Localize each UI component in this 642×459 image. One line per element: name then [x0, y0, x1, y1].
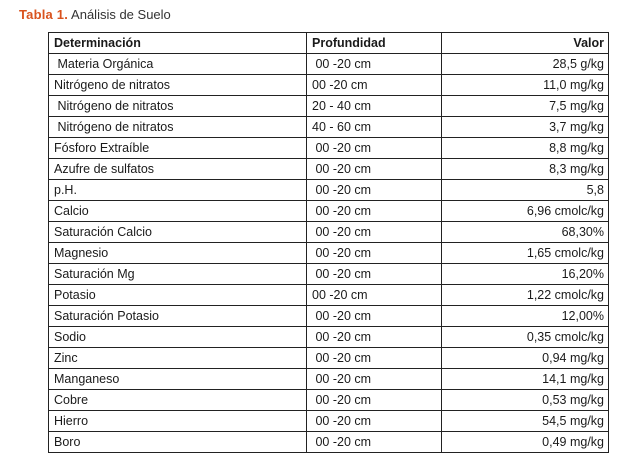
cell-valor: 0,49 mg/kg: [442, 432, 609, 453]
cell-determinacion: Saturación Calcio: [49, 222, 307, 243]
cell-determinacion: Magnesio: [49, 243, 307, 264]
table-row: [49, 411, 609, 432]
cell-determinacion: Sodio: [49, 327, 307, 348]
cell-valor: 0,53 mg/kg: [442, 390, 609, 411]
cell-determinacion: Saturación Potasio: [49, 306, 307, 327]
cell-determinacion: Hierro: [49, 411, 307, 432]
table-row: [49, 348, 609, 369]
cell-profundidad: 00 -20 cm: [307, 159, 442, 180]
cell-determinacion: Fósforo Extraíble: [49, 138, 307, 159]
cell-profundidad: 00 -20 cm: [307, 201, 442, 222]
table-row: [49, 432, 609, 453]
table-header: [49, 33, 609, 54]
cell-profundidad: 00 -20 cm: [307, 411, 442, 432]
cell-determinacion: Cobre: [49, 390, 307, 411]
cell-valor: 6,96 cmolc/kg: [442, 201, 609, 222]
table-row: [49, 264, 609, 285]
table-caption-label: Tabla 1.: [19, 7, 69, 22]
cell-determinacion: Zinc: [49, 348, 307, 369]
cell-valor: 5,8: [442, 180, 609, 201]
table-row: [49, 243, 609, 264]
soil-analysis-table: [48, 32, 609, 453]
table-row: [49, 285, 609, 306]
table-caption: [19, 7, 171, 23]
cell-determinacion: Saturación Mg: [49, 264, 307, 285]
cell-valor: 28,5 g/kg: [442, 54, 609, 75]
cell-determinacion: Boro: [49, 432, 307, 453]
header-valor: Valor: [442, 33, 609, 54]
cell-valor: 8,8 mg/kg: [442, 138, 609, 159]
table-row: [49, 306, 609, 327]
cell-determinacion: Nitrógeno de nitratos: [49, 96, 307, 117]
table-caption-title: Análisis de Suelo: [71, 7, 171, 22]
table-row: [49, 138, 609, 159]
cell-determinacion: Azufre de sulfatos: [49, 159, 307, 180]
cell-profundidad: 20 - 40 cm: [307, 96, 442, 117]
cell-determinacion: Calcio: [49, 201, 307, 222]
cell-valor: 12,00%: [442, 306, 609, 327]
cell-profundidad: 00 -20 cm: [307, 432, 442, 453]
cell-valor: 8,3 mg/kg: [442, 159, 609, 180]
cell-valor: 11,0 mg/kg: [442, 75, 609, 96]
table-row: [49, 117, 609, 138]
cell-profundidad: 00 -20 cm: [307, 264, 442, 285]
cell-profundidad: 00 -20 cm: [307, 348, 442, 369]
table-row: [49, 159, 609, 180]
cell-determinacion: p.H.: [49, 180, 307, 201]
cell-profundidad: 40 - 60 cm: [307, 117, 442, 138]
cell-determinacion: Nitrógeno de nitratos: [49, 117, 307, 138]
cell-determinacion: Nitrógeno de nitratos: [49, 75, 307, 96]
cell-determinacion: Manganeso: [49, 369, 307, 390]
table-row: [49, 390, 609, 411]
cell-profundidad: 00 -20 cm: [307, 222, 442, 243]
cell-determinacion: Materia Orgánica: [49, 54, 307, 75]
table-row: [49, 54, 609, 75]
cell-valor: 54,5 mg/kg: [442, 411, 609, 432]
table-row: [49, 369, 609, 390]
cell-profundidad: 00 -20 cm: [307, 54, 442, 75]
table-row: [49, 75, 609, 96]
table-row: [49, 201, 609, 222]
cell-profundidad: 00 -20 cm: [307, 243, 442, 264]
table-row: [49, 96, 609, 117]
cell-profundidad: 00 -20 cm: [307, 306, 442, 327]
cell-valor: 0,94 mg/kg: [442, 348, 609, 369]
cell-profundidad: 00 -20 cm: [307, 285, 442, 306]
cell-valor: 1,22 cmolc/kg: [442, 285, 609, 306]
cell-determinacion: Potasio: [49, 285, 307, 306]
cell-profundidad: 00 -20 cm: [307, 369, 442, 390]
cell-profundidad: 00 -20 cm: [307, 75, 442, 96]
header-row: [49, 33, 609, 54]
cell-valor: 7,5 mg/kg: [442, 96, 609, 117]
table-row: [49, 222, 609, 243]
cell-valor: 0,35 cmolc/kg: [442, 327, 609, 348]
cell-profundidad: 00 -20 cm: [307, 180, 442, 201]
cell-valor: 1,65 cmolc/kg: [442, 243, 609, 264]
cell-valor: 3,7 mg/kg: [442, 117, 609, 138]
header-profundidad: Profundidad: [307, 33, 442, 54]
table-body: [49, 54, 609, 453]
table-row: [49, 327, 609, 348]
cell-profundidad: 00 -20 cm: [307, 327, 442, 348]
header-determinacion: Determinación: [49, 33, 307, 54]
cell-valor: 14,1 mg/kg: [442, 369, 609, 390]
cell-profundidad: 00 -20 cm: [307, 390, 442, 411]
cell-valor: 68,30%: [442, 222, 609, 243]
cell-valor: 16,20%: [442, 264, 609, 285]
table-row: [49, 180, 609, 201]
cell-profundidad: 00 -20 cm: [307, 138, 442, 159]
